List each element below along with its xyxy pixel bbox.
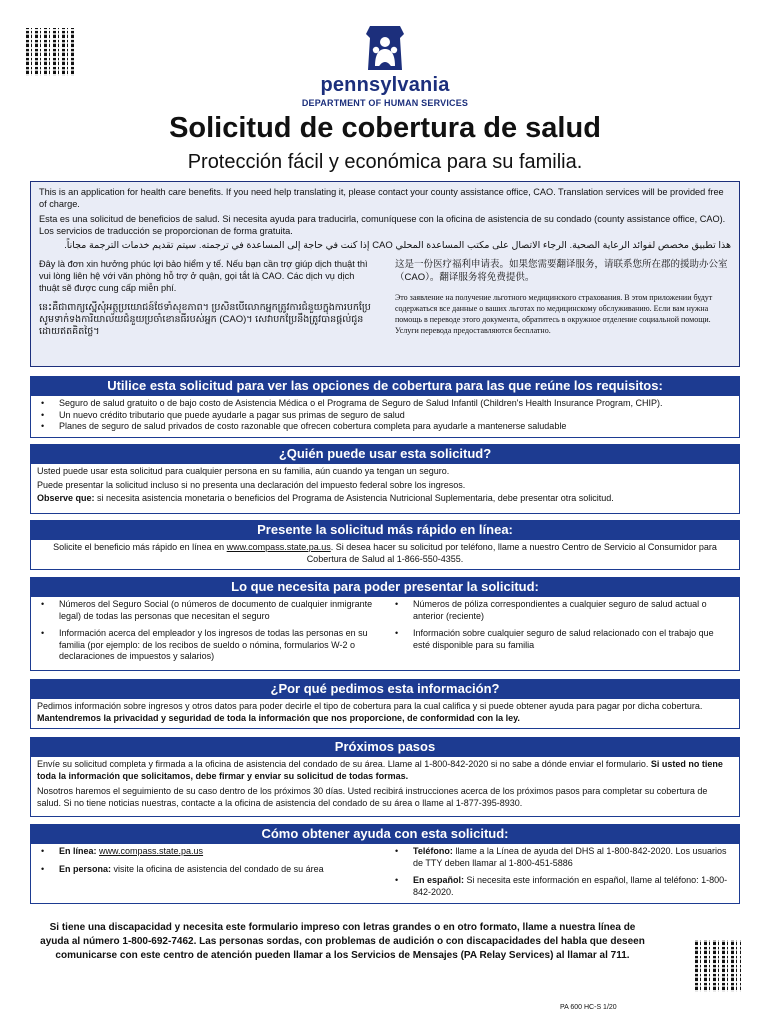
why-bold: Mantendremos la privacidad y seguridad de toda la información que nos proporcione, de conformidad con la ley. [37,712,520,723]
next-p1-plain: Envíe su solicitud completa y firmada a la oficina de asistencia del condado de su área. Llame al 1-800-842-2020 si no sabe a dónde enviar el formulario. [37,759,651,769]
pa-dhs-logo [300,24,470,108]
help-phone [391,846,733,869]
who-note [37,493,733,505]
why-text [37,701,733,724]
compass-link[interactable]: www.compass.state.pa.us [226,542,331,552]
list-item: • Información acerca del empleador y los ingresos de todas las personas en su familia (por ejemplo: de los recibos de sueldo o nómina, formularios W-2 o declaraciones de impuestos y salarios) [37,628,379,663]
list-item: • Seguro de salud gratuito o de bajo costo de Asistencia Médica o el Programa de Seguro de Salud Infantil (Children's Health Insurance Program, CHIP). [37,398,733,410]
help-spanish-label: En español: [413,875,467,885]
section-who-body [30,464,740,514]
next-steps-p2: Nosotros haremos el seguimiento de su caso dentro de los próximos 30 días. Usted recibirá instrucciones acerca de los próximos pasos para completar su cobertura de salud. Si no tiene noticias nuestras, contacte a la oficina de asistencia del condado de su área o llame al 1-877-395-8930. [37,786,708,808]
help-online-link[interactable]: www.compass.state.pa.us [99,846,204,856]
notice-spanish: Esta es una solicitud de beneficios de salud. Si necesita ayuda para traducirla, comuníquese con la oficina de asistencia de su condado (county assistance office, CAO). Los servicios de traducción se proporcionan de forma gratuita. [39,214,726,236]
section-online-body [30,540,740,570]
page-subtitle: Protección fácil y económica para su familia. [187,151,583,173]
note-text: si necesita asistencia monetaria o beneficios del Programa de Asistencia Nutricional Suplementaria, debe presentar otra solicitud. [94,493,614,503]
notice-arabic: هذا تطبيق مخصص لفوائد الرعاية الصحية. الرجاء الاتصال على مكتب المساعدة المحلي CAO إذا كنت في حاجة إلى المساعدة في ترجمته. سيتم تقديم خدمات الترجمة مجاناً. [64,240,731,251]
section-online-header: Presente la solicitud más rápido en línea: [30,520,740,540]
section-why-header: ¿Por qué pedimos esta información? [30,679,740,699]
online-text [37,542,733,565]
notice-russian: Это заявление на получение льготного медицинского страхования. В этом приложении будут содержаться все данные о ваших льготах по медицинскому обслуживанию. Если вам нужна помощь в переводе этого документа, обратитесь в окружное отделение социальной помощи. Услуги перевода предоставляются бесплатно. [395,293,713,335]
next-steps-p1 [37,759,733,782]
help-online-label: En línea: [59,846,100,856]
logo-department: DEPARTMENT OF HUMAN SERVICES [301,98,469,108]
qr-code-top [26,28,74,76]
list-item: • Un nuevo crédito tributario que puede ayudarle a pagar sus primas de seguro de salud [37,410,733,422]
why-plain: Pedimos información sobre ingresos y otros datos para poder decirle el tipo de cobertura para la cual califica y si puede obtener ayuda para pagar por dicha cobertura. [37,701,703,711]
keystone-logo-icon [364,24,406,72]
next-p1-bold: Si usted no tiene toda la información que solicitamos, debe firmar y enviar su solicitud de todas formas. [37,759,723,781]
help-in-person [37,864,379,876]
section-next-steps-body [30,757,740,817]
section-help-header: Cómo obtener ayuda con esta solicitud: [30,824,740,844]
notice-khmer: នេះគឺជាពាក្យស្នើសុំអត្ថប្រយោជន៍ថែទាំសុខភាព។ ប្រសិនបើលោកអ្នកត្រូវការជំនួយក្នុងការបកប្រែ សូមទាក់ទងការិយាល័យជំនួយប្រចាំខោនធីរបស់អ្នក (CAO)។ សេវាបកប្រែនឹងត្រូវបានផ្តល់ជូនដោយឥតគិតថ្លៃ។ [39,302,371,337]
section-eligibility-header: Utilice esta solicitud para ver las opciones de cobertura para las que reúne los requisitos: [30,376,740,396]
list-item: • Información sobre cualquier seguro de salud relacionado con el trabajo que esté disponible para su familia [391,628,733,651]
notice-vietnamese: Đây là đơn xin hưởng phúc lợi bảo hiểm y tế. Nếu bạn cần trợ giúp dịch thuật thì vui lòng liên hệ với văn phòng hỗ trợ ở quận, gọi tắt là CAO. Các dịch vụ dịch thuật sẽ được cung cấp miễn phí. [39,259,368,293]
help-spanish-text: Si necesita este información en español, llame al teléfono: 1-800-842-2020. [413,875,728,897]
section-help-body [30,844,740,904]
note-label: Observe que: [37,493,95,503]
who-line-2: Puede presentar la solicitud incluso si no presenta una declaración del impuesto federal sobre los ingresos. [37,479,466,490]
who-line-1: Usted puede usar esta solicitud para cualquier persona en su familia, aún cuando ya tengan un seguro. [37,466,450,476]
qr-code-bottom [695,940,741,992]
notice-chinese: 这是一份医疗福利申请表。如果您需要翻译服务，请联系您所在郡的援助办公室（CAO）。翻译服务将免费提供。 [395,259,728,283]
list-item: • Números de póliza correspondientes a cualquier seguro de salud actual o anterior (reciente) [391,599,733,622]
help-person-text: visite la oficina de asistencia del condado de su área [113,863,324,874]
section-requirements-header: Lo que necesita para poder presentar la solicitud: [30,577,740,597]
help-person-label: En persona: [59,863,114,874]
notice-english: This is an application for health care benefits. If you need help translating it, please contact your county assistance office, CAO. Translation services will be provided free of charge. [39,187,724,209]
help-phone-text: llame a la Línea de ayuda del DHS al 1-800-842-2020. Los usuarios de TTY deben llamar al 1-800-451-5886 [413,846,727,868]
list-item: • Planes de seguro de salud privados de costo razonable que ofrecen cobertura completa para ayudarle a mantenerse saludable [37,421,733,433]
list-item: • Números del Seguro Social (o números de documento de cualquier inmigrante legal) de todas las personas que necesitan el seguro [37,599,379,622]
online-post: . Si desea hacer su solicitud por teléfono, llame a nuestro Centro de Servicio al Consumidor para Cobertura de Salud al 1-866-550-4355. [306,542,717,564]
logo-wordmark: pennsylvania [320,74,450,96]
form-code: PA 600 HC-S 1/20 [560,1004,617,1011]
section-who-header: ¿Quién puede usar esta solicitud? [30,444,740,464]
section-requirements-body [30,597,740,671]
help-spanish [391,875,733,898]
page-title: Solicitud de cobertura de salud [169,112,601,144]
online-pre: Solicite el beneficio más rápido en línea en [53,542,227,552]
section-next-steps-header: Próximos pasos [30,737,740,757]
help-online [37,846,379,858]
section-eligibility-body [30,396,740,438]
section-why-body [30,699,740,729]
accessibility-note: Si tiene una discapacidad y necesita este formulario impreso con letras grandes o en otro formato, llame a nuestra línea de ayuda al número 1-800-692-7462. Las personas sordas, con problemas de audición o con discapacidades del habla que deseen comunicarse con este centro de atención pueden llamar a los Servicios de Mensajes (PA Relay Services) al llamar al 711. [40,922,645,961]
translation-notice-box [30,181,740,367]
help-phone-label: Teléfono: [413,846,456,856]
